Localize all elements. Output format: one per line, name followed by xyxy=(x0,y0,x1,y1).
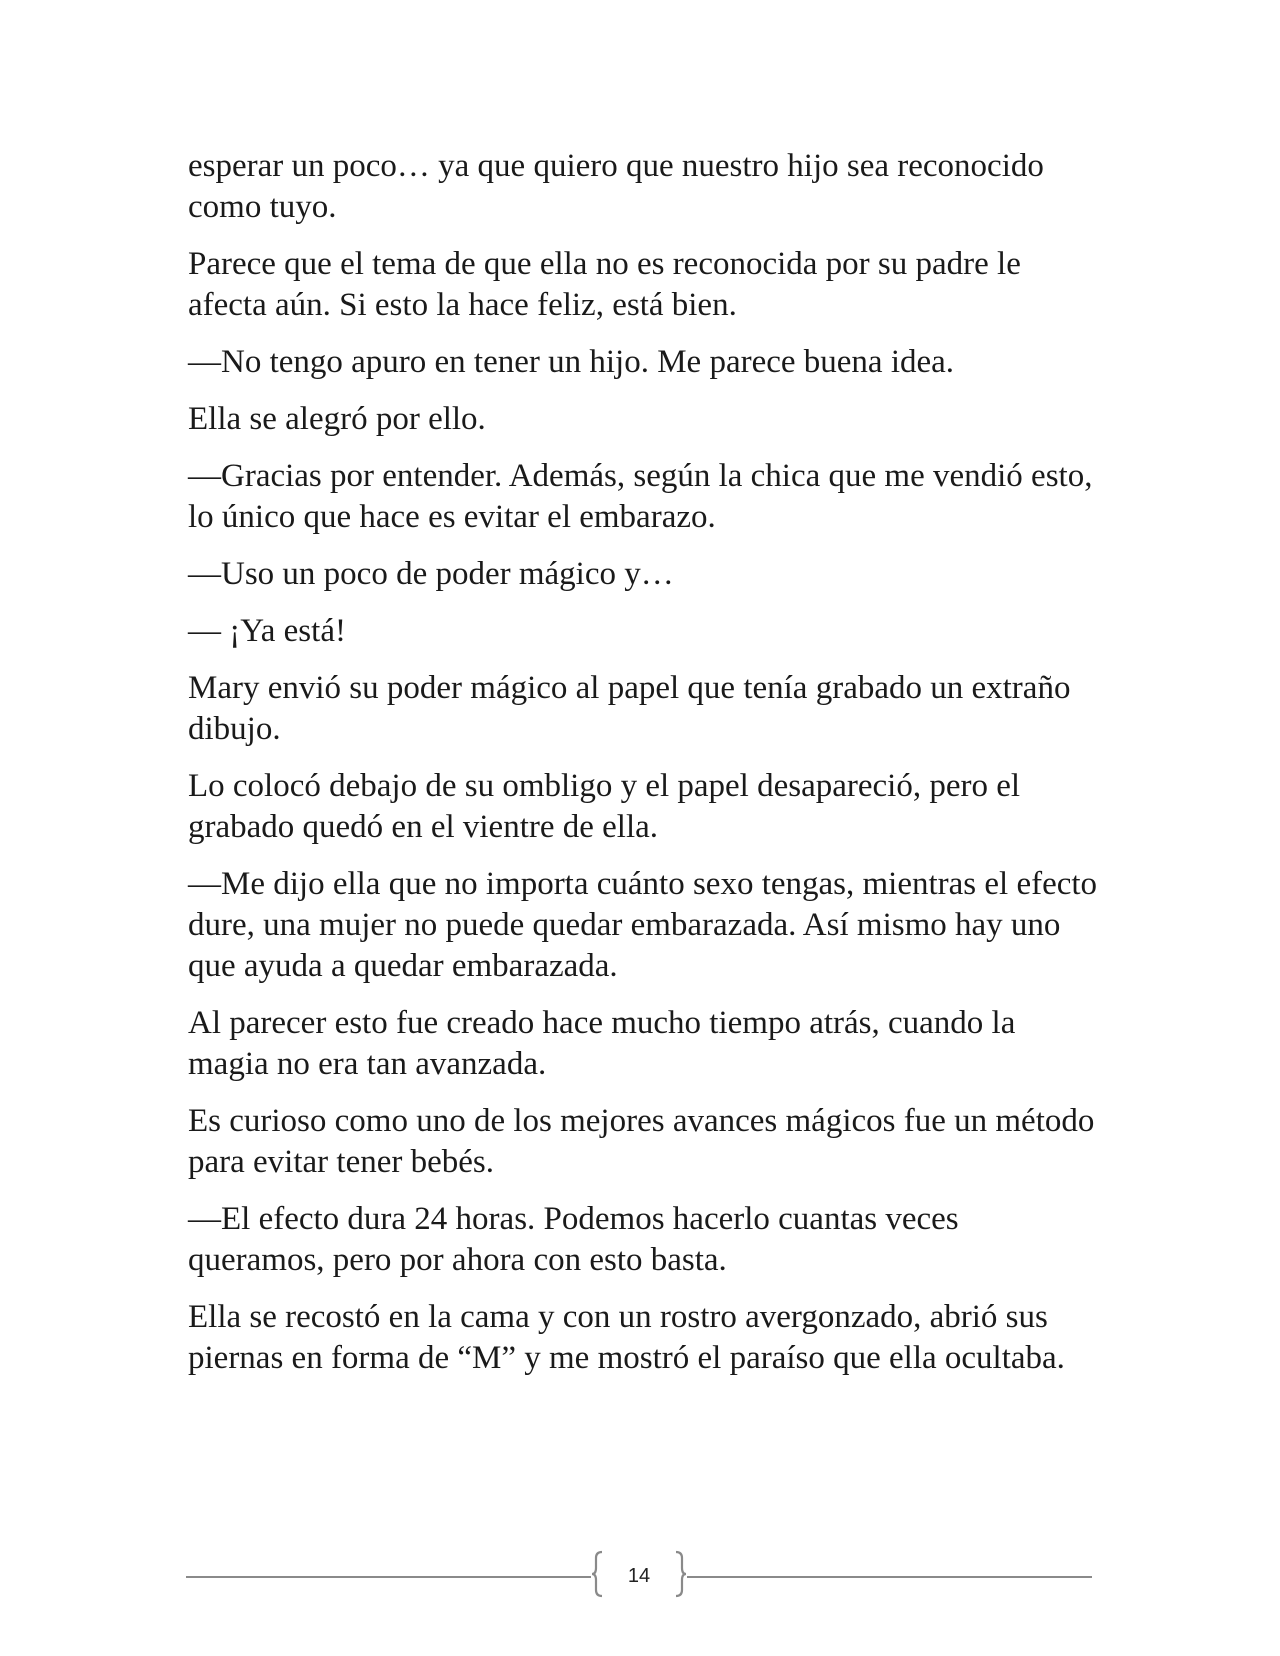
paragraph-3: —No tengo apuro en tener un hijo. Me parece buena idea. xyxy=(188,344,955,380)
paragraph-9: Lo colocó debajo de su ombligo y el papel desapareció, pero el grabado quedó en el vientre de ella. xyxy=(188,768,1021,845)
page-footer xyxy=(186,1546,1092,1606)
paragraph-13: —El efecto dura 24 horas. Podemos hacerlo cuantas veces queramos, pero por ahora con esto basta. xyxy=(188,1201,959,1278)
paragraph-2: Parece que el tema de que ella no es reconocida por su padre le afecta aún. Si esto la hace feliz, está bien. xyxy=(188,246,1021,323)
paragraph-1: esperar un poco… ya que quiero que nuestro hijo sea reconocido como tuyo. xyxy=(188,148,1044,225)
paragraph-6: —Uso un poco de poder mágico y… xyxy=(188,556,674,592)
footer-rule-left xyxy=(186,1576,591,1578)
paragraph-12: Es curioso como uno de los mejores avances mágicos fue un método para evitar tener bebés. xyxy=(188,1103,1095,1180)
right-bracket-icon xyxy=(673,1550,687,1598)
paragraph-8: Mary envió su poder mágico al papel que tenía grabado un extraño dibujo. xyxy=(188,670,1071,747)
left-bracket-icon xyxy=(591,1550,605,1598)
paragraph-4: Ella se alegró por ello. xyxy=(188,401,486,437)
paragraph-10: —Me dijo ella que no importa cuánto sexo tengas, mientras el efecto dure, una mujer no puede quedar embarazada. Así mismo hay uno que ayuda a quedar embarazada. xyxy=(188,866,1098,984)
paragraph-5: —Gracias por entender. Además, según la chica que me vendió esto, lo único que hace es evitar el embarazo. xyxy=(188,458,1093,535)
paragraph-14: Ella se recostó en la cama y con un rostro avergonzado, abrió sus piernas en forma de “M” y me mostró el paraíso que ella ocultaba. xyxy=(188,1299,1065,1376)
footer-rule-right xyxy=(687,1576,1092,1578)
page-number: 14 xyxy=(627,1565,651,1587)
paragraph-11: Al parecer esto fue creado hace mucho tiempo atrás, cuando la magia no era tan avanzada. xyxy=(188,1005,1016,1082)
paragraph-7: — ¡Ya está! xyxy=(188,613,346,649)
page-body-text xyxy=(188,146,1098,1395)
